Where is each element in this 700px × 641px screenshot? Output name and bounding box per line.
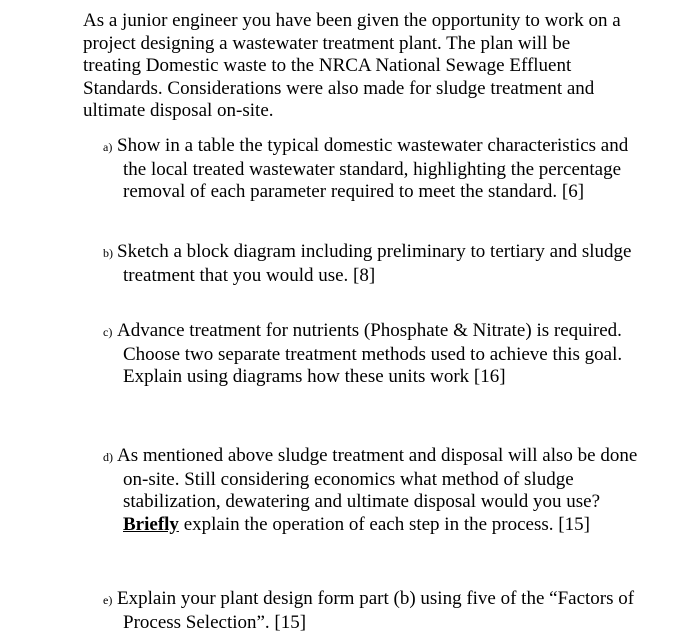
question-b — [103, 241, 643, 287]
question-d-emphasis: Briefly — [123, 513, 179, 535]
question-e — [103, 588, 643, 634]
question-d-text-after: explain the operation of each step in the process. [15] — [178, 513, 590, 535]
question-c — [103, 320, 643, 389]
question-d — [103, 445, 643, 536]
question-c-label: c) — [103, 325, 113, 339]
question-e-label: e) — [103, 593, 113, 607]
question-d-label: d) — [103, 450, 113, 464]
question-a-text: Show in a table the typical domestic wastewater characteristics and the local treated wastewater standard, highlighting the percentage removal of each parameter required to meet the standard. [6] — [117, 135, 629, 202]
question-b-text: Sketch a block diagram including preliminary to tertiary and sludge treatment that you would use. [8] — [117, 241, 632, 286]
question-c-text: Advance treatment for nutrients (Phosphate & Nitrate) is required. Choose two separate treatment methods used to achieve this goal. Explain using diagrams how these units work [16] — [117, 320, 623, 387]
question-d-text-before: As mentioned above sludge treatment and disposal will also be done on-site. Still considering economics what method of sludge stabilization, dewatering and ultimate disposal would you use? — [117, 445, 638, 512]
question-a-label: a) — [103, 140, 113, 154]
question-b-label: b) — [103, 246, 113, 260]
question-a — [103, 135, 643, 204]
question-e-text: Explain your plant design form part (b) using five of the “Factors of Process Selection”. [15] — [117, 588, 635, 633]
intro-paragraph: As a junior engineer you have been given the opportunity to work on a project designing a wastewater treatment plant. The plan will be treating Domestic waste to the NRCA National Sewage Effluent Standards. Considerations were also made for sludge treatment and ultimate disposal on-site. — [83, 10, 621, 121]
